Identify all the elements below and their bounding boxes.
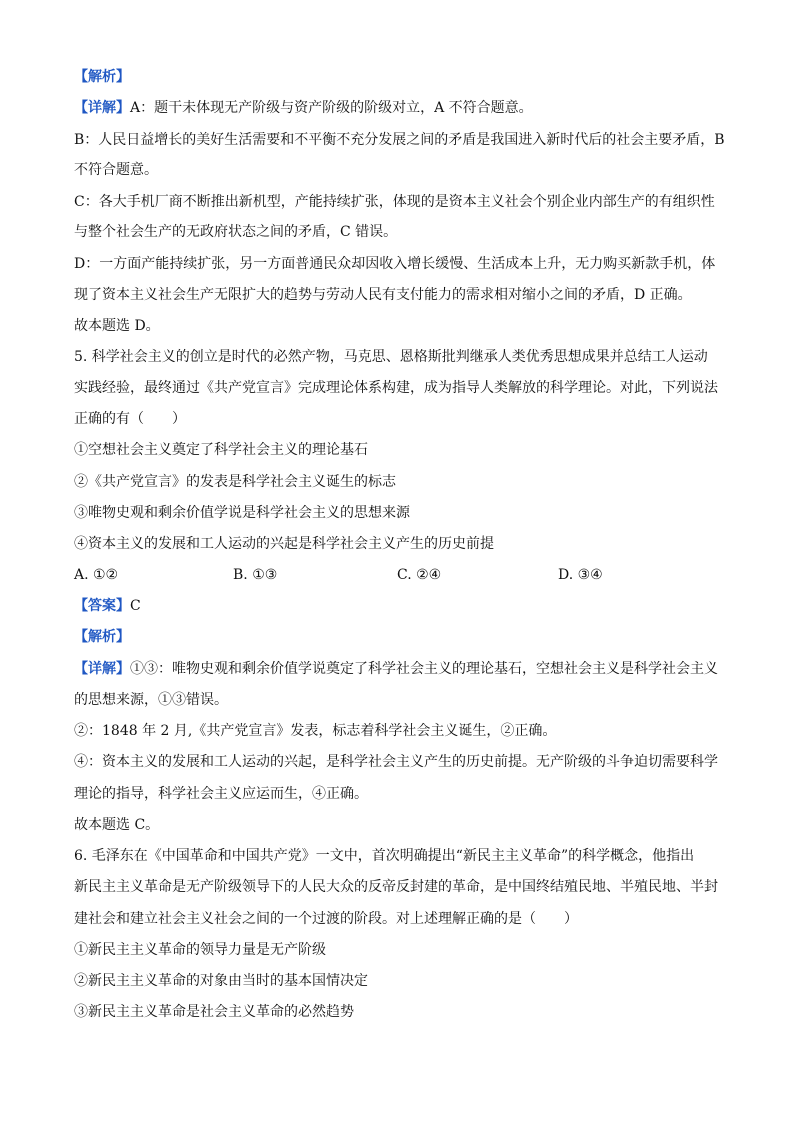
question-stem: 6. 毛泽东在《中国革命和中国共产党》一文中，首次明确提出“新民主主义革命”的科学概念，他指出 <box>74 848 695 864</box>
statement-item: ①空想社会主义奠定了科学社会主义的理论基石 <box>74 442 368 458</box>
question-stem: 5. 科学社会主义的创立是时代的必然产物，马克思、恩格斯批判继承人类优秀思想成果并总结工人运动 <box>74 349 708 365</box>
detail-line: 【详解】A：题干未体现无产阶级与资产阶级的阶级对立，A 不符合题意。 <box>74 100 533 116</box>
statement-item: ③唯物史观和剩余价值学说是科学社会主义的思想来源 <box>74 505 410 521</box>
section-heading-analysis: 【解析】 <box>74 629 130 645</box>
option-a: A. ①② <box>74 567 119 583</box>
text-line: ④：资本主义的发展和工人运动的兴起，是科学社会主义产生的历史前提。无产阶级的斗争迫切需要科学 <box>74 754 718 770</box>
option-c: C. ②④ <box>397 567 442 583</box>
question-stem: 建社会和建立社会主义社会之间的一个过渡的阶段。对上述理解正确的是（ ） <box>74 911 578 927</box>
answer-line: 【答案】C <box>74 598 141 614</box>
option-d: D. ③④ <box>558 567 603 583</box>
statement-item: ②《共产党宣言》的发表是科学社会主义诞生的标志 <box>74 474 396 490</box>
statement-item: ③新民主主义革命是社会主义革命的必然趋势 <box>74 1004 354 1020</box>
text-line: 理论的指导，科学社会主义应运而生，④正确。 <box>74 786 368 802</box>
text-line: 现了资本主义社会生产无限扩大的趋势与劳动人民有支付能力的需求相对缩小之间的矛盾，D 正确。 <box>74 287 692 303</box>
text-line: B：人民日益增长的美好生活需要和不平衡不充分发展之间的矛盾是我国进入新时代后的社会主要矛盾，B <box>74 132 725 148</box>
text-line: ②：1848 年 2 月,《共产党宣言》发表，标志着科学社会主义诞生，②正确。 <box>74 723 557 739</box>
detail-line: 【详解】①③：唯物史观和剩余价值学说奠定了科学社会主义的理论基石，空想社会主义是科学社会主义 <box>74 661 718 677</box>
text-line: D：一方面产能持续扩张，另一方面普通民众却因收入增长缓慢、生活成本上升，无力购买新款手机，体 <box>74 256 716 272</box>
answer-choice-line: 故本题选 C。 <box>74 817 160 833</box>
text-line: 的思想来源，①③错误。 <box>74 692 228 708</box>
text-line: 不符合题意。 <box>74 162 158 178</box>
statement-item: ④资本主义的发展和工人运动的兴起是科学社会主义产生的历史前提 <box>74 536 494 552</box>
statement-item: ①新民主主义革命的领导力量是无产阶级 <box>74 942 326 958</box>
question-stem: 实践经验，最终通过《共产党宣言》完成理论体系构建，成为指导人类解放的科学理论。对此，下列说法 <box>74 380 718 396</box>
answer-choice-line: 故本题选 D。 <box>74 318 160 334</box>
statement-item: ②新民主主义革命的对象由当时的基本国情决定 <box>74 973 368 989</box>
section-heading-analysis: 【解析】 <box>74 69 130 85</box>
option-b: B. ①③ <box>233 567 278 583</box>
text-line: C：各大手机厂商不断推出新机型，产能持续扩张，体现的是资本主义社会个别企业内部生产的有组织性 <box>74 194 715 210</box>
text-line: 与整个社会生产的无政府状态之间的矛盾，C 错误。 <box>74 224 398 240</box>
question-stem: 新民主主义革命是无产阶级领导下的人民大众的反帝反封建的革命，是中国终结殖民地、半殖民地、半封 <box>74 879 718 895</box>
question-stem: 正确的有（ ） <box>74 411 186 427</box>
